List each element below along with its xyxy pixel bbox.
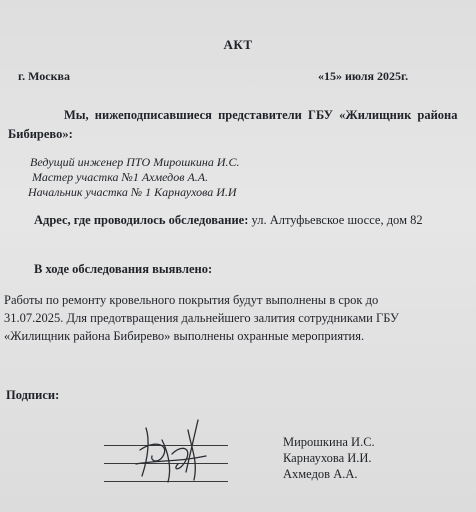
commission-member: Ведущий инженер ПТО Мирошкина И.С. xyxy=(30,155,240,169)
findings-label: В ходе обследования выявлено: xyxy=(34,262,213,276)
document-date: «15» июля 2025г. xyxy=(318,69,409,83)
intro-line-2: Бибирево»: xyxy=(8,127,73,141)
commission-member: Начальник участка № 1 Карнаухова И.И xyxy=(28,185,237,199)
address-label: Адрес, где проводилось обследование: xyxy=(34,213,249,227)
findings-line: «Жилищник района Бибирево» выполнены охранные мероприятия. xyxy=(4,329,365,343)
handwritten-signature xyxy=(128,410,218,490)
document-title: АКТ xyxy=(223,37,253,52)
signatory-name: Мирошкина И.С. xyxy=(283,435,375,449)
commission-member: Мастер участка №1 Ахмедов А.А. xyxy=(32,170,209,184)
findings-line: Работы по ремонту кровельного покрытия будут выполнены в срок до xyxy=(4,293,379,307)
intro-line-1: Мы, нижеподписавшиеся представители ГБУ «Жилищник района xyxy=(64,108,458,122)
signatures-label: Подписи: xyxy=(6,388,60,402)
findings-line: 31.07.2025. Для предотвращения дальнейшего залития сотрудниками ГБУ xyxy=(4,311,399,325)
address-value: ул. Алтуфьевское шоссе, дом 82 xyxy=(251,213,423,227)
signatory-name: Карнаухова И.И. xyxy=(283,451,372,465)
city: г. Москва xyxy=(18,69,70,83)
findings-text xyxy=(4,291,472,345)
signatory-name: Ахмедов А.А. xyxy=(283,467,358,481)
inspection-address xyxy=(34,213,423,228)
